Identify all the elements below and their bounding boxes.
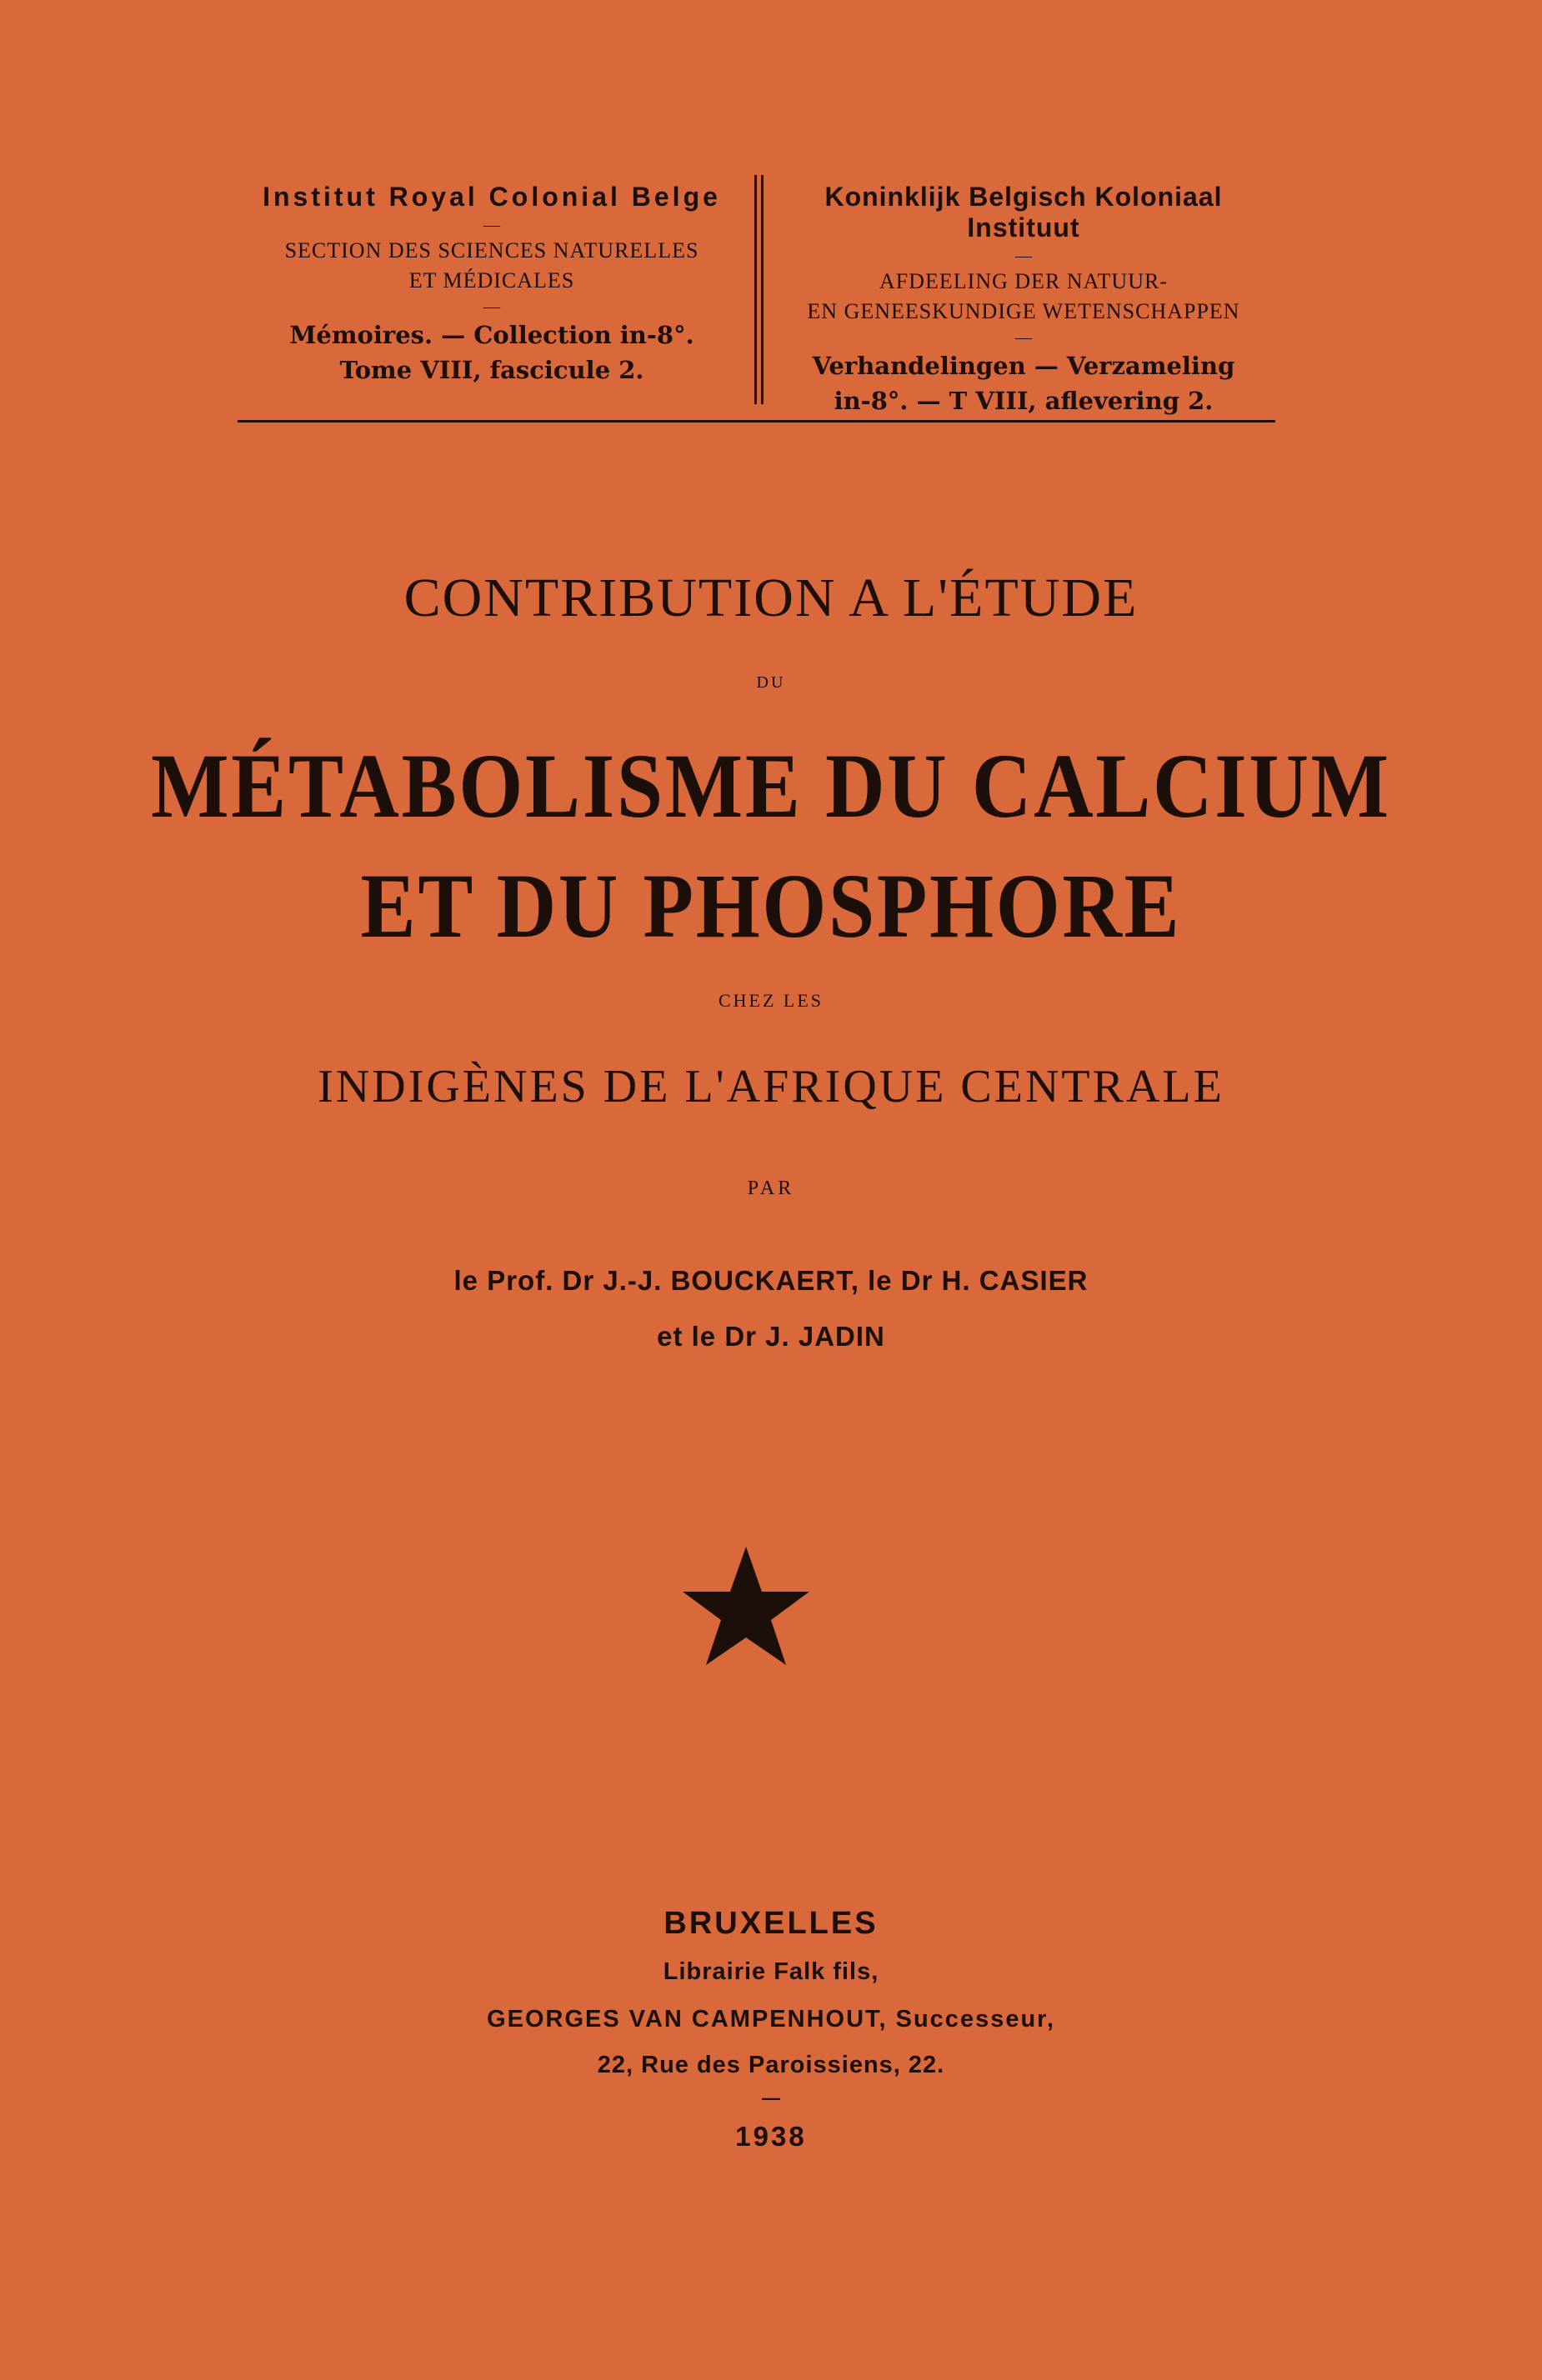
imprint-librairie: Librairie Falk fils, bbox=[663, 1958, 879, 1985]
title-du: DU bbox=[756, 673, 786, 692]
imprint-city: BRUXELLES bbox=[663, 1906, 879, 1941]
institute-name-fr: Institut Royal Colonial Belge bbox=[263, 182, 721, 212]
series-info-fr-line2: Tome VIII, fascicule 2. bbox=[339, 356, 644, 384]
series-info-nl-line1: Verhandelingen — Verzameling bbox=[812, 352, 1235, 380]
header-dash: — bbox=[1015, 328, 1032, 347]
institute-name-nl: Koninklijk Belgisch Koloniaal Instituut bbox=[824, 182, 1223, 242]
imprint-publisher: GEORGES VAN CAMPENHOUT, Successeur, bbox=[487, 2006, 1055, 2032]
section-name-nl-line1: AFDEELING DER NATUUR- bbox=[879, 269, 1168, 293]
star-icon bbox=[679, 1542, 813, 1667]
title-indigenes: INDIGÈNES DE L'AFRIQUE CENTRALE bbox=[318, 1061, 1224, 1112]
authors-line1: le Prof. Dr J.-J. BOUCKAERT, le Dr H. CASIER bbox=[453, 1265, 1089, 1296]
section-name-fr-line2: ET MÉDICALES bbox=[408, 268, 575, 292]
title-chez-les: CHEZ LES bbox=[718, 990, 824, 1011]
header-french-column bbox=[238, 175, 746, 386]
header-dash: — bbox=[483, 216, 500, 234]
series-info-nl-line2: in-8°. — T VIII, aflevering 2. bbox=[834, 387, 1214, 415]
header-rule bbox=[238, 420, 1275, 422]
imprint-address: 22, Rue des Paroissiens, 22. bbox=[597, 2052, 945, 2078]
imprint-dash: — bbox=[762, 2088, 780, 2108]
title-contribution: CONTRIBUTION A L'ÉTUDE bbox=[403, 568, 1139, 628]
series-header bbox=[238, 175, 1275, 415]
column-divider bbox=[754, 175, 757, 404]
series-info-fr-line1: Mémoires. — Collection in-8°. bbox=[289, 321, 694, 349]
section-name-fr-line1: SECTION DES SCIENCES NATURELLES bbox=[284, 238, 699, 262]
column-divider bbox=[761, 175, 763, 404]
authors-line2: et le Dr J. JADIN bbox=[657, 1321, 885, 1352]
main-title-line1: MÉTABOLISME DU CALCIUM bbox=[151, 735, 1391, 837]
imprint-year: 1938 bbox=[735, 2121, 807, 2152]
main-title-line2: ET DU PHOSPHORE bbox=[360, 855, 1182, 957]
title-par: PAR bbox=[747, 1178, 795, 1199]
section-name-nl-line2: EN GENEESKUNDIGE WETENSCHAPPEN bbox=[807, 299, 1240, 323]
header-dutch-column bbox=[769, 175, 1278, 417]
header-dash: — bbox=[1015, 247, 1032, 265]
header-dash: — bbox=[483, 298, 500, 316]
